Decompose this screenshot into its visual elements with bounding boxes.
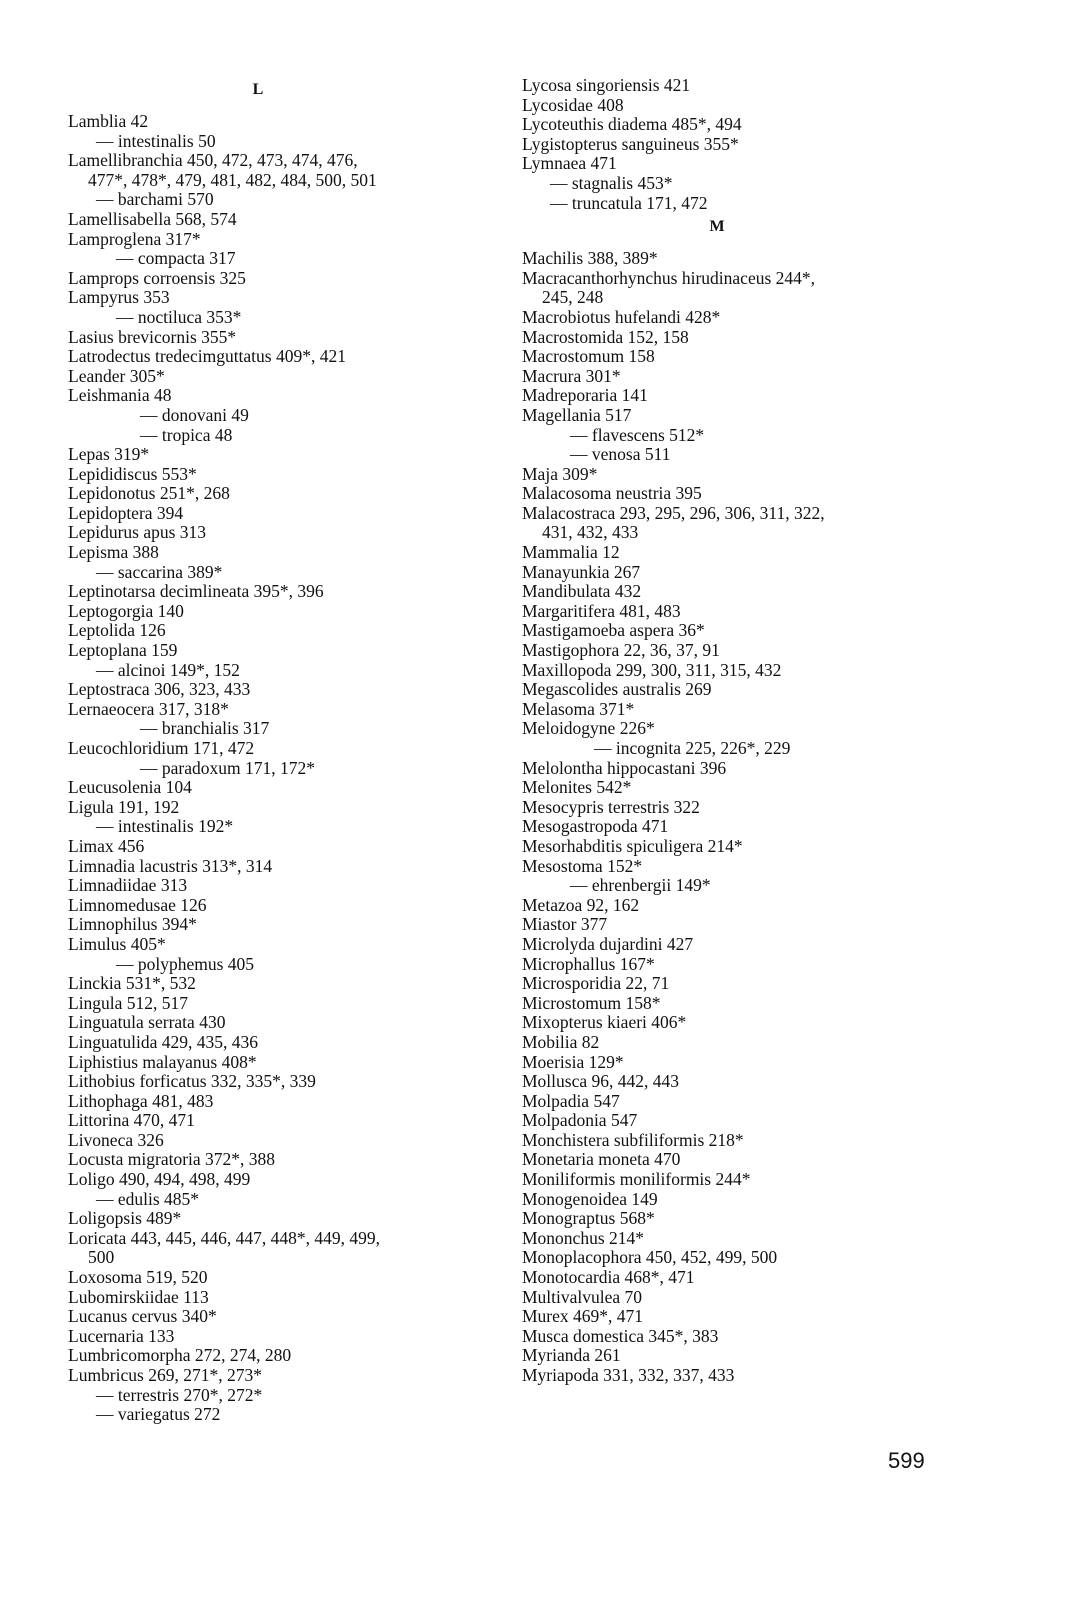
index-entry: Latrodectus tredecimguttatus 409*, 421 [68,346,346,367]
index-entry: Loxosoma 519, 520 [68,1267,208,1288]
index-subentry: — alcinoi 149*, 152 [96,659,240,680]
index-entry: Monograptus 568* [522,1208,655,1229]
index-subentry: — intestinalis 50 [96,130,216,151]
section-letter-m: M [709,218,725,236]
index-entry: Lamellisabella 568, 574 [68,208,237,229]
index-entry: Murex 469*, 471 [522,1306,644,1327]
index-subentry: — noctiluca 353* [116,306,242,327]
index-entry: Lepisma 388 [68,542,159,563]
index-subentry: — venosa 511 [570,444,671,465]
index-entry: Littorina 470, 471 [68,1110,195,1131]
index-entry: Microlyda dujardini 427 [522,933,694,954]
index-column-left [68,76,488,1425]
index-entry: Myriapoda 331, 332, 337, 433 [522,1365,735,1385]
index-entry: Lycosidae 408 [522,94,624,115]
index-entries-l [68,112,488,1425]
index-entry: Ligula 191, 192 [68,796,180,817]
index-entry: Melonites 542* [522,777,632,798]
index-entry: Mesocypris terrestris 322 [522,796,700,817]
index-entry: Molpadonia 547 [522,1110,638,1131]
index-entry: Megascolides australis 269 [522,679,712,700]
index-entry: Melolontha hippocastani 396 [522,757,727,778]
index-entry: Lepidurus apus 313 [68,522,207,543]
index-entry: Mastigamoeba aspera 36* [522,620,705,641]
index-entry: Linguatulida 429, 435, 436 [68,1031,259,1052]
index-subentry: — edulis 485* [96,1188,200,1209]
index-entry: Metazoa 92, 162 [522,894,640,915]
index-entry-continuation: 431, 432, 433 [542,522,639,543]
index-entry: Lymnaea 471 [522,153,617,174]
section-letter-l: L [252,81,264,98]
index-subentry: — barchami 570 [96,189,214,210]
index-subentry: — stagnalis 453* [550,172,673,193]
index-entry-continuation: 477*, 478*, 479, 481, 482, 484, 500, 501 [88,169,377,190]
index-entry: Mastigophora 22, 36, 37, 91 [522,640,720,661]
index-entry-continuation: 500 [88,1247,115,1268]
index-entry: Lepidonotus 251*, 268 [68,483,230,504]
index-subentry: — donovani 49 [140,404,249,425]
index-entry: Machilis 388, 389* [522,248,658,269]
index-subentry: — saccarina 389* [96,561,223,582]
index-entry: Mollusca 96, 442, 443 [522,1071,680,1092]
index-entry: Macracanthorhynchus hirudinaceus 244*, [522,267,816,288]
index-entry: Lepidoptera 394 [68,502,184,523]
index-subentry: — truncatula 171, 472 [550,192,708,213]
index-entry: Mononchus 214* [522,1227,645,1248]
index-subentry: — intestinalis 192* [96,816,234,837]
index-subentry: — branchialis 317 [140,718,270,739]
index-entry: Moniliformis moniliformis 244* [522,1169,751,1190]
index-entry: Macrura 301* [522,365,621,386]
index-entry: Leptogorgia 140 [68,600,184,621]
index-entry: Monetaria moneta 470 [522,1149,681,1170]
index-entry: Monogenoidea 149 [522,1188,658,1209]
index-entry: Meloidogyne 226* [522,718,655,739]
index-entry: Livoneca 326 [68,1129,164,1150]
index-subentry: — terrestris 270*, 272* [96,1384,263,1405]
index-entry: Mesogastropoda 471 [522,816,669,837]
index-entry: Lumbricus 269, 271*, 273* [68,1365,262,1385]
index-entry: Macrostomum 158 [522,346,655,367]
index-entry: Loricata 443, 445, 446, 447, 448*, 449, 499, [68,1227,381,1248]
index-entry: Musca domestica 345*, 383 [522,1325,719,1346]
index-entry: Lithobius forficatus 332, 335*, 339 [68,1071,316,1092]
index-entry: Microsporidia 22, 71 [522,973,670,994]
index-entry: Lamellibranchia 450, 472, 473, 474, 476, [68,150,358,171]
index-entry: Lamprops corroensis 325 [68,267,246,288]
index-entry-continuation: 245, 248 [542,287,604,308]
index-entry: Lycoteuthis diadema 485*, 494 [522,114,742,135]
index-subentry: — variegatus 272 [96,1404,221,1425]
index-subentry: — tropica 48 [140,424,233,445]
index-entry: Linguatula serrata 430 [68,1012,226,1033]
index-entry: Miastor 377 [522,914,608,935]
index-entry: Locusta migratoria 372*, 388 [68,1149,276,1170]
index-entry: Mandibulata 432 [522,581,642,602]
index-entry: Lepas 319* [68,444,150,465]
index-entry: Leptoplana 159 [68,640,178,661]
index-entry: Lycosa singoriensis 421 [522,75,691,95]
index-entry: Limnophilus 394* [68,914,197,935]
index-entry: Moerisia 129* [522,1051,624,1072]
index-entry: Monotocardia 468*, 471 [522,1267,695,1288]
index-entry: Lucernaria 133 [68,1325,175,1346]
index-entry: Lamblia 42 [68,111,149,131]
index-entry: Lubomirskiidae 113 [68,1286,209,1307]
index-entry: Multivalvulea 70 [522,1286,643,1307]
index-entry: Lumbricomorpha 272, 274, 280 [68,1345,292,1366]
index-entry: Mesostoma 152* [522,855,643,876]
index-subentry: — ehrenbergii 149* [570,875,711,896]
index-entry: Lingula 512, 517 [68,992,189,1013]
index-entry: Lithophaga 481, 483 [68,1090,214,1111]
page-number: 599 [888,1448,925,1473]
index-subentry: — incognita 225, 226*, 229 [594,738,791,758]
index-entry: Magellania 517 [522,404,632,425]
index-entry: Microphallus 167* [522,953,655,974]
index-entry: Monchistera subfiliformis 218* [522,1129,744,1150]
index-entry: Loligo 490, 494, 498, 499 [68,1169,251,1190]
index-entry: Limnadia lacustris 313*, 314 [68,855,273,876]
index-entry: Leishmania 48 [68,385,172,406]
index-entry: Mammalia 12 [522,542,620,563]
index-column-right [522,76,942,1386]
index-entry: Margaritifera 481, 483 [522,600,681,621]
index-entry: Loligopsis 489* [68,1208,182,1229]
index-entry: Madreporaria 141 [522,385,648,406]
index-entry: Mesorhabditis spiculigera 214* [522,835,743,856]
index-entry: Leander 305* [68,365,165,386]
index-entry: Limnomedusae 126 [68,894,207,915]
index-entries-l-continued [522,76,942,213]
index-entries-m [522,249,942,1385]
index-entry: Mixopterus kiaeri 406* [522,1012,687,1033]
index-subentry: — flavescens 512* [570,424,705,445]
index-entry: Lucanus cervus 340* [68,1306,217,1327]
index-entry: Lernaeocera 317, 318* [68,698,229,719]
index-entry: Leucusolenia 104 [68,777,192,798]
index-entry: Lamproglena 317* [68,228,201,249]
index-entry: Maja 309* [522,463,598,484]
index-entry: Mobilia 82 [522,1031,600,1052]
index-entry: Limulus 405* [68,933,166,954]
index-entry: Lygistopterus sanguineus 355* [522,133,739,154]
index-subentry: — polyphemus 405 [116,953,255,974]
index-entry: Manayunkia 267 [522,561,641,582]
index-entry: Maxillopoda 299, 300, 311, 315, 432 [522,659,782,680]
index-entry: Lasius brevicornis 355* [68,326,237,347]
index-entry: Lampyrus 353 [68,287,170,308]
index-entry: Melasoma 371* [522,698,635,719]
index-entry: Macrobiotus hufelandi 428* [522,306,721,327]
index-entry: Macrostomida 152, 158 [522,326,689,347]
index-entry: Leptolida 126 [68,620,166,641]
index-entry: Liphistius malayanus 408* [68,1051,257,1072]
index-entry: Molpadia 547 [522,1090,620,1111]
index-entry: Linckia 531*, 532 [68,973,196,994]
index-subentry: — compacta 317 [116,248,236,269]
index-entry: Limnadiidae 313 [68,875,188,896]
index-subentry: — paradoxum 171, 172* [140,757,315,778]
index-entry: Myrianda 261 [522,1345,621,1366]
index-entry: Malacostraca 293, 295, 296, 306, 311, 322, [522,502,825,523]
index-entry: Microstomum 158* [522,992,661,1013]
index-entry: Monoplacophora 450, 452, 499, 500 [522,1247,778,1268]
index-entry: Limax 456 [68,835,145,856]
index-entry: Lepididiscus 553* [68,463,197,484]
index-entry: Malacosoma neustria 395 [522,483,702,504]
index-entry: Leptinotarsa decimlineata 395*, 396 [68,581,324,602]
index-entry: Leucochloridium 171, 472 [68,738,255,758]
index-entry: Leptostraca 306, 323, 433 [68,679,251,700]
